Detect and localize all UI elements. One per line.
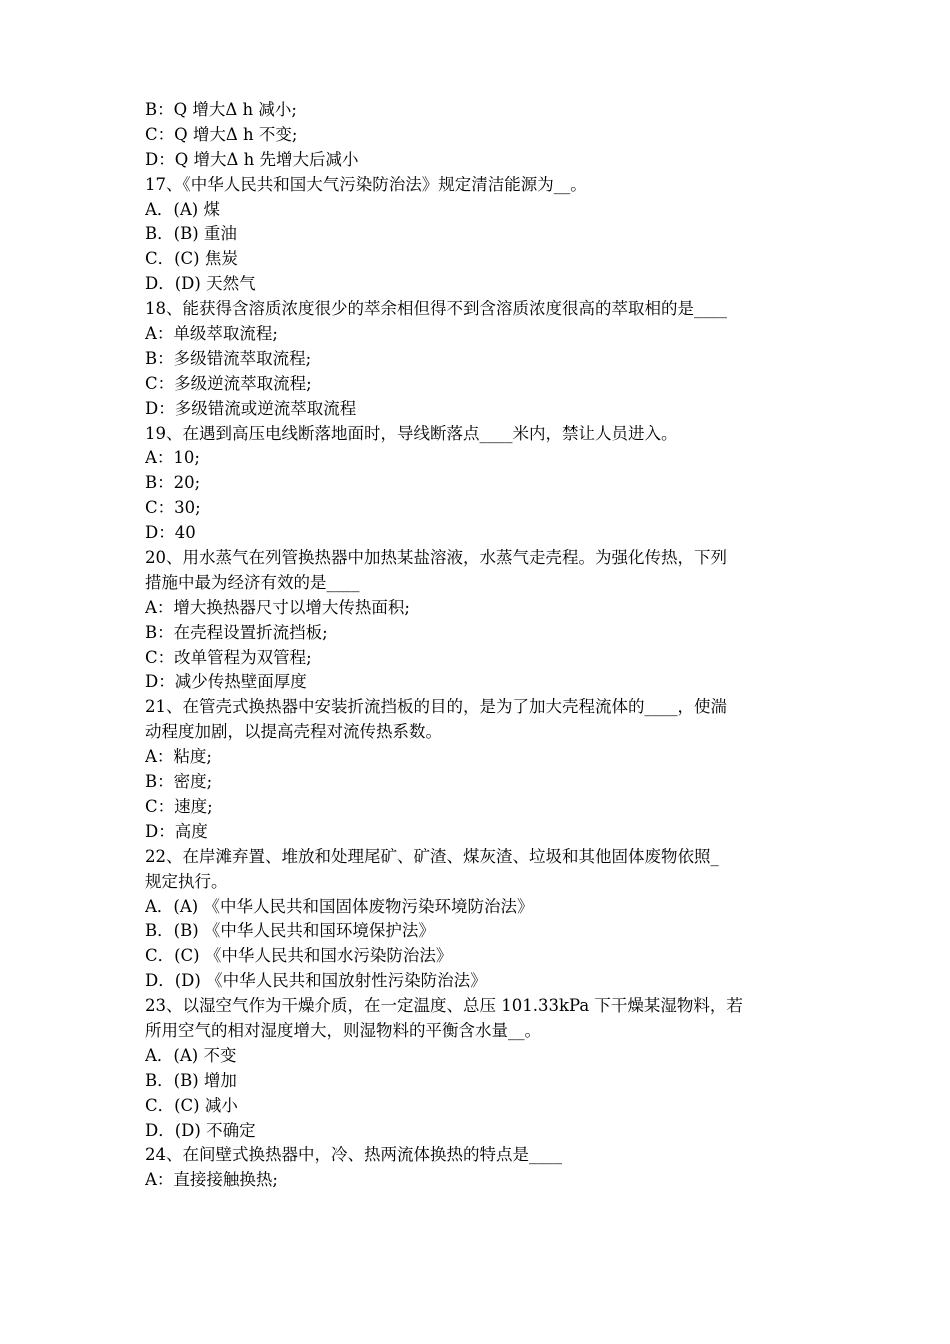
option-line: D．(D) 《中华人民共和国放射性污染防治法》 — [145, 971, 487, 991]
option-line: B：在壳程设置折流挡板; — [145, 622, 328, 642]
question-24: 24、在间壁式换热器中，冷、热两流体换热的特点是____ — [145, 1145, 562, 1165]
text-line: C：Q 增大Δ h 不变; — [145, 124, 298, 144]
question-19: 19、在遇到高压电线断落地面时，导线断落点____米内，禁让人员进入。 — [145, 423, 678, 443]
question-20-cont: 措施中最为经济有效的是____ — [145, 572, 360, 592]
text-line: B：Q 增大Δ h 减小; — [145, 100, 297, 119]
option-line: D：减少传热壁面厚度 — [145, 672, 307, 692]
question-21-cont: 动程度加剧，以提高壳程对流传热系数。 — [145, 722, 442, 742]
question-22: 22、在岸滩弃置、堆放和处理尾矿、矿渣、煤灰渣、垃圾和其他固体废物依照_ — [145, 846, 719, 866]
option-line: C：改单管程为双管程; — [145, 647, 312, 667]
option-line: D：高度 — [145, 821, 208, 841]
option-line: D．(D) 天然气 — [145, 274, 256, 294]
question-23-cont: 所用空气的相对湿度增大，则湿物料的平衡含水量__。 — [145, 1020, 541, 1040]
option-line: C．(C) 减小 — [145, 1095, 238, 1115]
text-line: D：Q 增大Δ h 先增大后减小 — [145, 149, 359, 169]
option-line: C：30; — [145, 498, 201, 518]
option-line: A：粘度; — [145, 747, 212, 767]
option-line: A．(A) 不变 — [145, 1045, 237, 1065]
option-line: B．(B) 重油 — [145, 224, 237, 244]
option-line: B：20; — [145, 473, 201, 493]
option-line: C：速度; — [145, 796, 213, 816]
option-line: D．(D) 不确定 — [145, 1120, 256, 1140]
question-18: 18、能获得含溶质浓度很少的萃余相但得不到含溶质浓度很高的萃取相的是____ — [145, 299, 727, 319]
option-line: A．(A) 煤 — [145, 199, 220, 219]
option-line: D：多级错流或逆流萃取流程 — [145, 398, 357, 418]
option-line: B：密度; — [145, 772, 213, 792]
option-line: A：增大换热器尺寸以增大传热面积; — [145, 597, 410, 617]
question-20: 20、用水蒸气在列管换热器中加热某盐溶液，水蒸气走壳程。为强化传热，下列 — [145, 548, 727, 568]
question-22-cont: 规定执行。 — [145, 871, 228, 891]
option-line: A：单级萃取流程; — [145, 324, 278, 344]
option-line: C．(C) 《中华人民共和国水污染防治法》 — [145, 946, 453, 966]
option-line: B．(B) 增加 — [145, 1070, 237, 1090]
option-line: C．(C) 焦炭 — [145, 249, 238, 269]
option-line: B．(B) 《中华人民共和国环境保护法》 — [145, 921, 435, 941]
option-line: A．(A) 《中华人民共和国固体废物污染环境防治法》 — [145, 896, 534, 916]
option-line: C：多级逆流萃取流程; — [145, 373, 312, 393]
question-23: 23、以湿空气作为干燥介质，在一定温度、总压 101.33kPa 下干燥某湿物料，若 — [145, 996, 743, 1016]
question-21: 21、在管壳式换热器中安装折流挡板的目的，是为了加大壳程流体的____，使湍 — [145, 697, 727, 717]
question-17: 17、《中华人民共和国大气污染防治法》规定清洁能源为__。 — [145, 174, 587, 194]
option-line: A：10; — [145, 448, 200, 468]
option-line: B：多级错流萃取流程; — [145, 348, 312, 368]
option-line: D：40 — [145, 523, 196, 543]
option-line: A：直接接触换热; — [145, 1170, 278, 1190]
document-body — [145, 98, 815, 1193]
